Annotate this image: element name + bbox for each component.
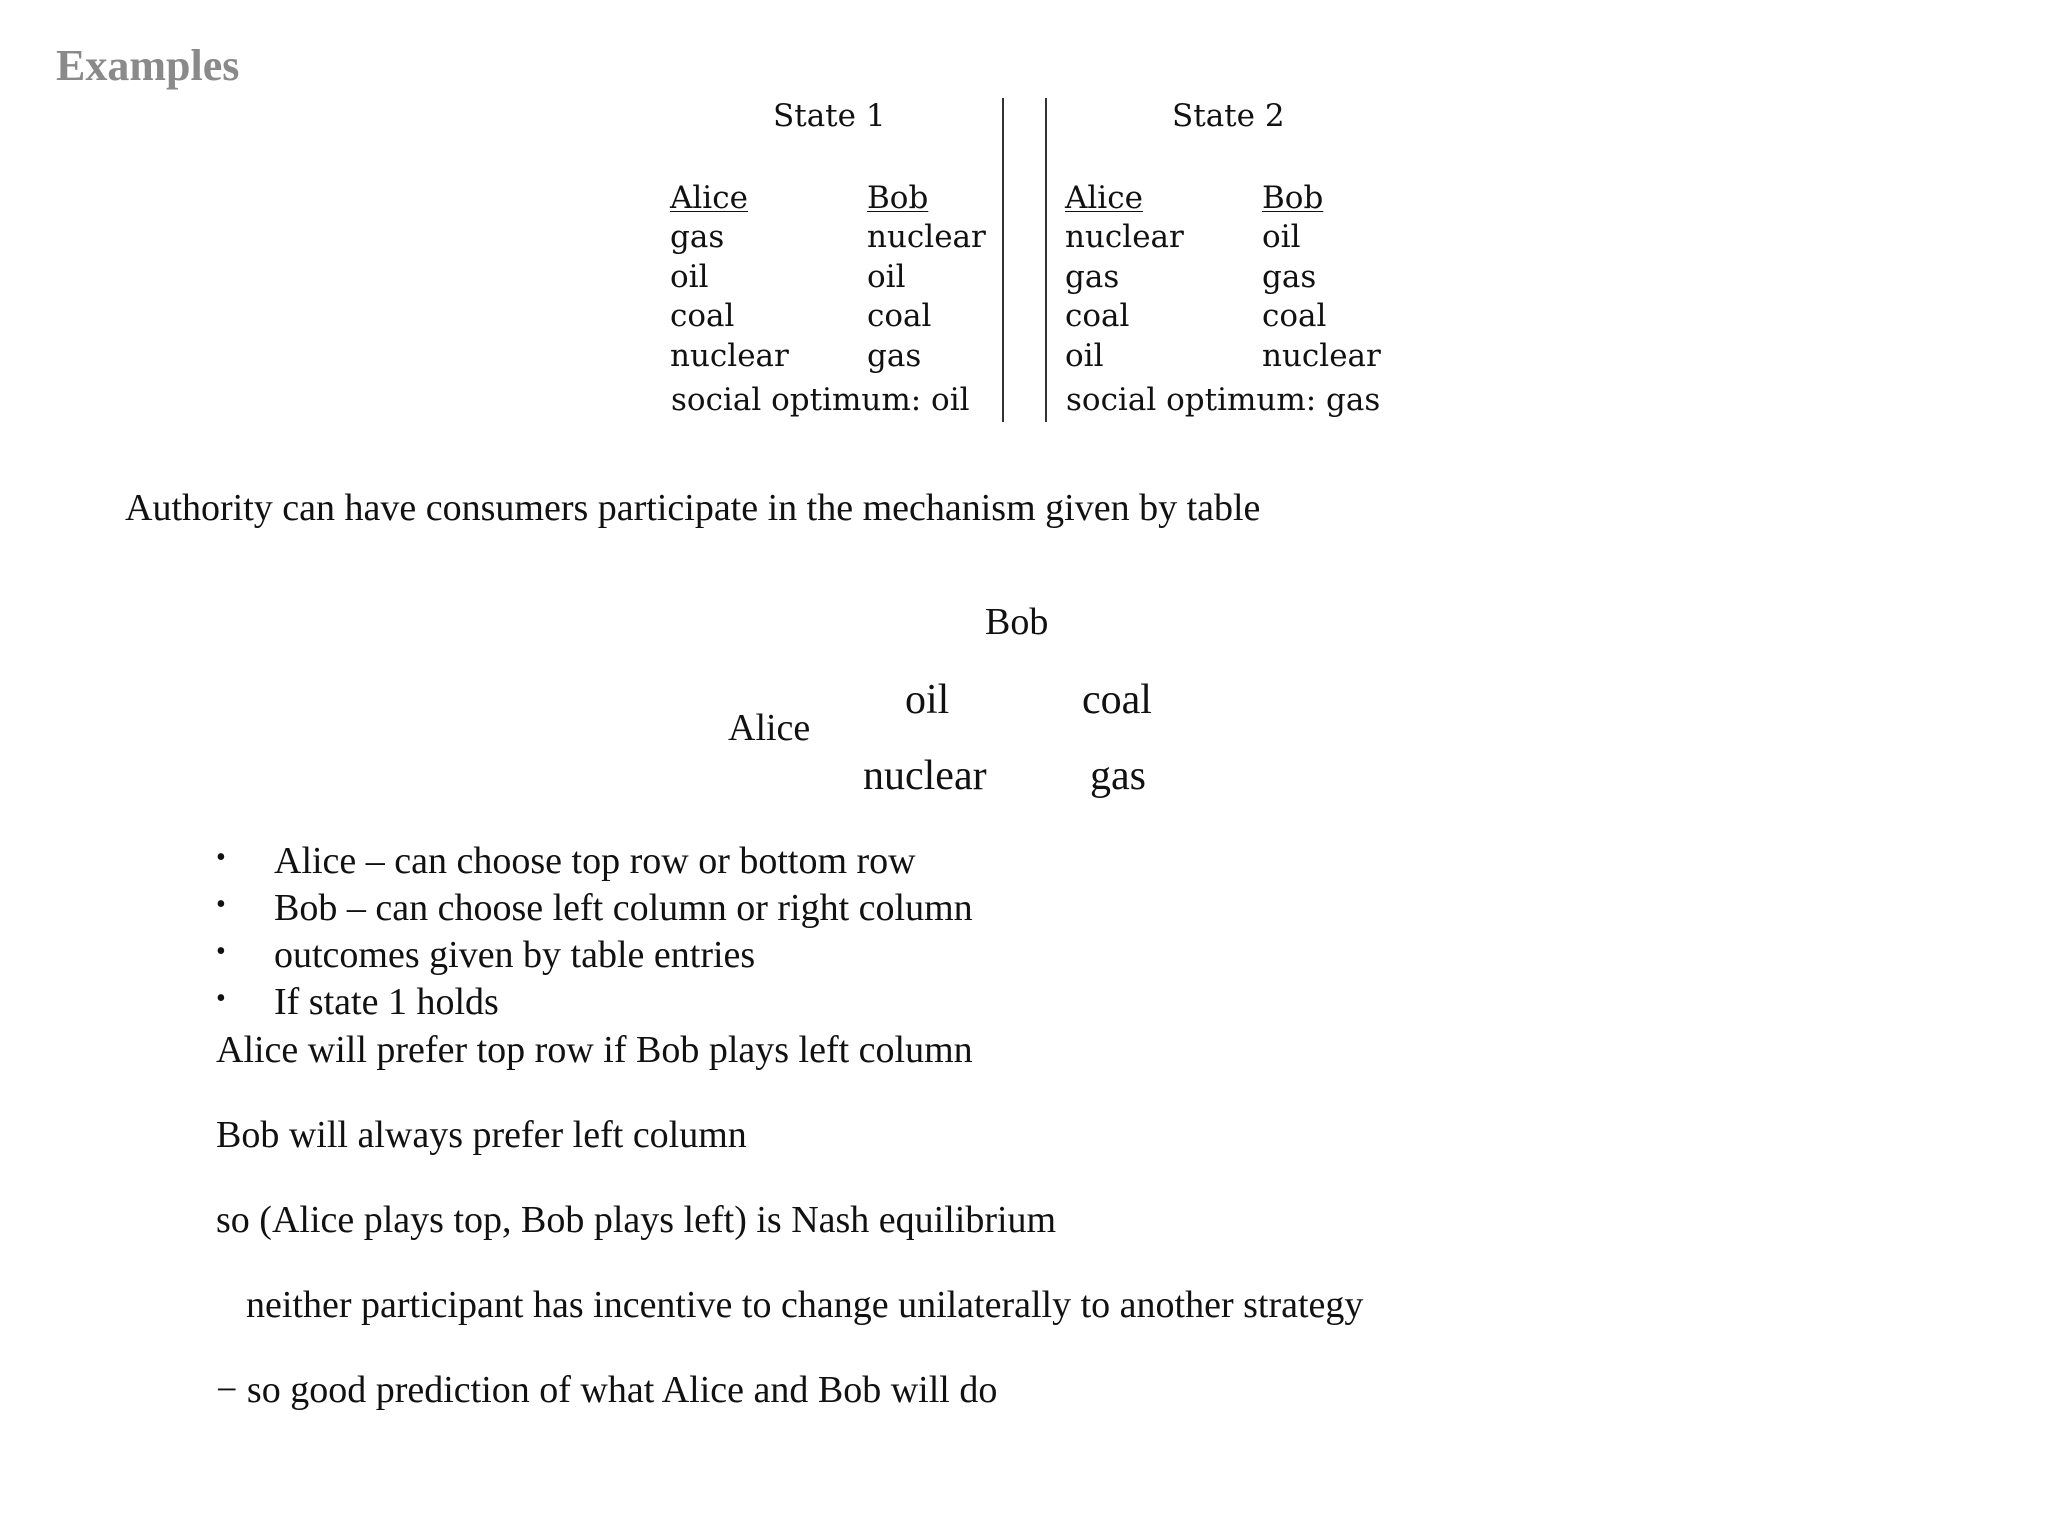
state-2-bob-rank-4: nuclear bbox=[1262, 337, 1381, 374]
state-divider-left bbox=[1002, 98, 1004, 422]
state-2-alice-rank-3: coal bbox=[1065, 298, 1130, 334]
bullet-list bbox=[212, 838, 973, 1026]
state-1-alice-rank-4: nuclear bbox=[670, 337, 789, 374]
state-2-alice-rank-2: gas bbox=[1065, 258, 1120, 295]
state-2-bob-header: Bob bbox=[1262, 180, 1324, 216]
state-2-heading: State 2 bbox=[1172, 98, 1285, 134]
column-player-label: Bob bbox=[985, 601, 1049, 643]
state-2-alice-rank-4: oil bbox=[1065, 337, 1104, 374]
state-1-alice-rank-3: coal bbox=[670, 298, 735, 334]
state-1-alice-rank-1: gas bbox=[670, 219, 725, 255]
state-1-alice-header: Alice bbox=[670, 180, 748, 216]
state-1-alice-rank-2: oil bbox=[670, 258, 709, 295]
state-1-bob-rank-4: gas bbox=[867, 337, 922, 374]
state-1-bob-rank-3: coal bbox=[867, 298, 932, 334]
row-player-label: Alice bbox=[728, 707, 811, 749]
state-1-bob-header: Bob bbox=[867, 180, 929, 216]
state-1-optimum: social optimum: oil bbox=[671, 382, 970, 418]
state-2-alice-column bbox=[1065, 178, 1184, 376]
slide-title: Examples bbox=[56, 41, 240, 90]
state-2-alice-rank-1: nuclear bbox=[1065, 219, 1184, 255]
bullet-item bbox=[212, 838, 973, 885]
state-2-bob-rank-2: gas bbox=[1262, 258, 1317, 295]
state-2-optimum: social optimum: gas bbox=[1066, 382, 1381, 418]
paragraph-alice-preference: Alice will prefer top row if Bob plays left column bbox=[216, 1029, 973, 1071]
bullet-text: outcomes given by table entries bbox=[274, 934, 756, 976]
state-2-bob-rank-3: coal bbox=[1262, 298, 1327, 334]
bullet-text: Bob – can choose left column or right column bbox=[274, 887, 973, 929]
state-1-bob-rank-2: oil bbox=[867, 258, 906, 295]
lead-sentence: Authority can have consumers participate in the mechanism given by table bbox=[125, 487, 1261, 529]
state-divider-right bbox=[1045, 98, 1047, 422]
bullet-dot-icon: • bbox=[216, 889, 226, 920]
cell-top-right: coal bbox=[1082, 677, 1152, 723]
bullet-text: If state 1 holds bbox=[274, 981, 499, 1023]
state-2-bob-column bbox=[1262, 178, 1381, 376]
state-2-alice-header: Alice bbox=[1065, 180, 1143, 216]
state-1-alice-column bbox=[670, 178, 789, 376]
paragraph-no-incentive: neither participant has incentive to change unilaterally to another strategy bbox=[246, 1284, 1364, 1326]
bullet-dot-icon: • bbox=[216, 936, 226, 967]
bullet-item bbox=[212, 932, 973, 979]
bullet-item bbox=[212, 979, 973, 1026]
bullet-text: Alice – can choose top row or bottom row bbox=[274, 840, 916, 882]
paragraph-nash-equilibrium: so (Alice plays top, Bob plays left) is Nash equilibrium bbox=[216, 1199, 1057, 1241]
state-1-bob-rank-1: nuclear bbox=[867, 219, 986, 255]
state-1-heading: State 1 bbox=[773, 98, 886, 134]
bullet-dot-icon: • bbox=[216, 983, 226, 1014]
state-1-bob-column bbox=[867, 178, 986, 376]
cell-bottom-left: nuclear bbox=[863, 753, 987, 799]
paragraph-good-prediction: − so good prediction of what Alice and Bob will do bbox=[216, 1369, 998, 1411]
state-2-bob-rank-1: oil bbox=[1262, 219, 1301, 255]
cell-top-left: oil bbox=[905, 677, 950, 723]
bullet-item bbox=[212, 885, 973, 932]
paragraph-bob-preference: Bob will always prefer left column bbox=[216, 1114, 747, 1156]
bullet-dot-icon: • bbox=[216, 842, 226, 873]
cell-bottom-right: gas bbox=[1090, 753, 1146, 799]
